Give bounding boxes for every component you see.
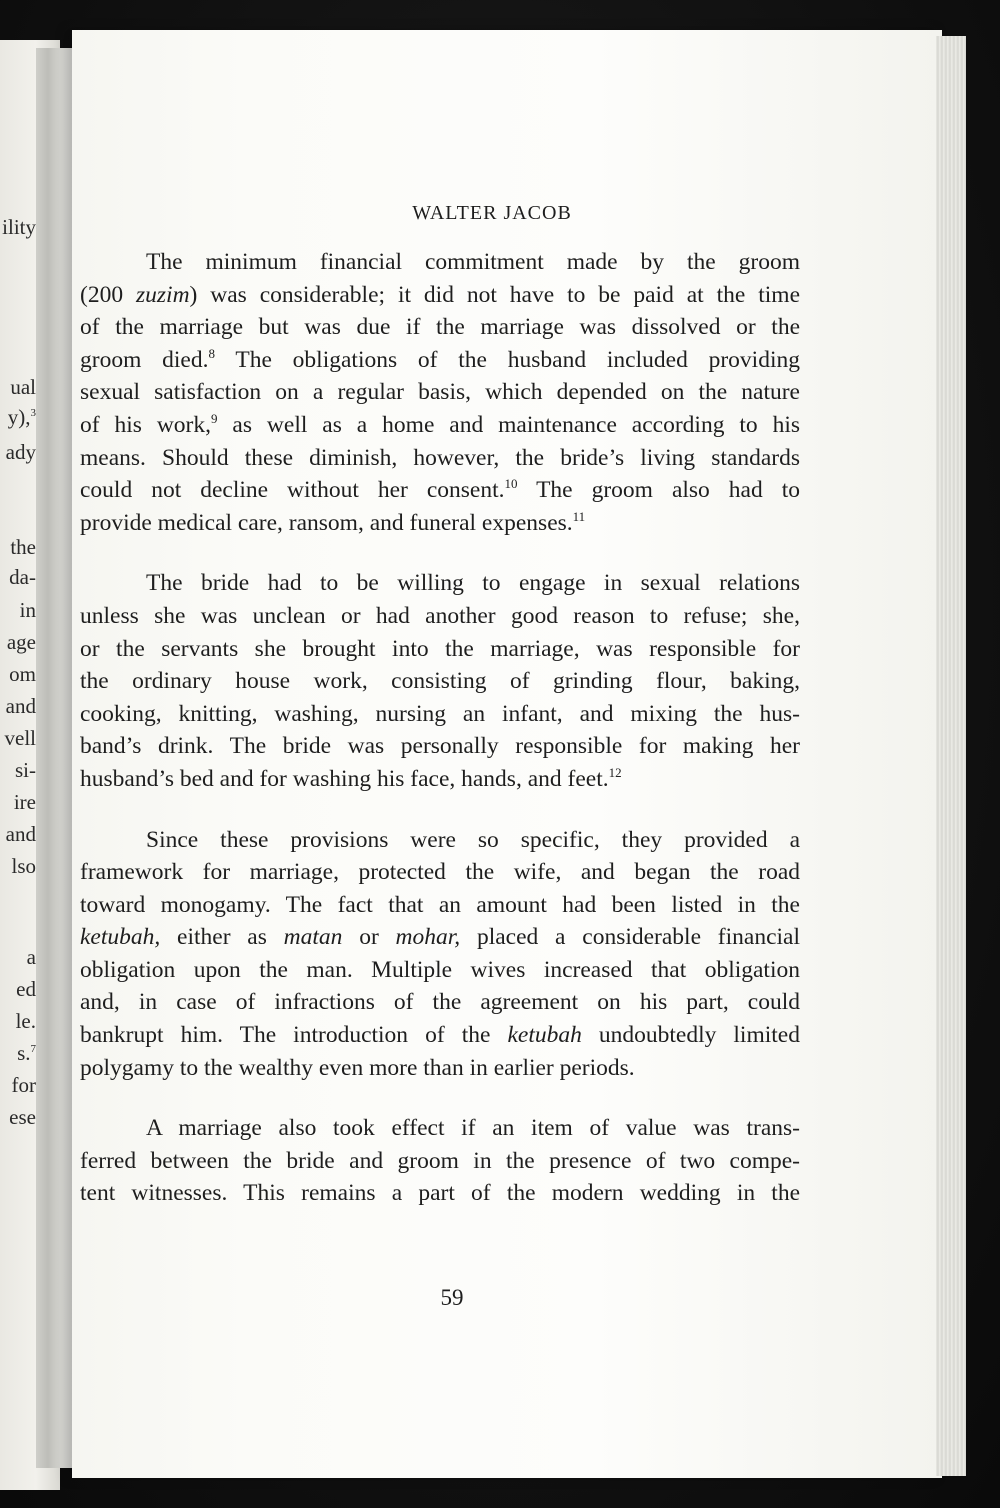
facing-page-fragment (11, 854, 36, 879)
footnote-marker: 8 (208, 345, 215, 361)
facing-page-fragment (20, 598, 36, 623)
fragment-text: ual (10, 375, 36, 399)
text-line: Since these provisions were so specific, they provided a (146, 826, 800, 853)
fragment-text: in (19, 598, 36, 622)
paragraph (80, 824, 800, 1085)
text-line: toward monogamy. The fact that an amount had been listed in the (80, 891, 800, 918)
facing-page-fragment (15, 758, 36, 783)
facing-page-fragment (8, 405, 36, 430)
facing-page-fragment (6, 440, 36, 465)
footnote-marker: 12 (608, 764, 622, 780)
facing-page-fragment (16, 1009, 36, 1034)
fragment-text: age (6, 630, 36, 654)
fragment-text: vell (4, 726, 36, 750)
italic-term: matan (283, 924, 343, 951)
text-line: the ordinary house work, consisting of grinding flour, baking, (80, 668, 800, 695)
facing-page-fragment (7, 630, 36, 655)
fragment-footnote-marker: 3 (30, 407, 36, 419)
fragment-text: and (5, 694, 36, 718)
text-line: band’s drink. The bride was personally responsible for making her (80, 733, 800, 760)
text-line: (200 zuzim) was considerable; it did not have to be paid at the time (80, 281, 800, 308)
facing-page-fragment (14, 790, 36, 815)
footnote-marker: 10 (504, 476, 518, 492)
text-line: The bride had to be willing to engage in sexual relations (146, 570, 800, 597)
fragment-text: le. (15, 1009, 36, 1033)
italic-term: zuzim (136, 281, 190, 308)
fragment-text: ese (9, 1105, 36, 1129)
facing-page-fragment (27, 945, 36, 970)
italic-term: mohar, (395, 924, 461, 951)
running-head: WALTER JACOB (412, 202, 572, 224)
footnote-marker: 9 (211, 410, 218, 426)
fragment-text: y), (7, 405, 31, 429)
page-stack-right (936, 36, 966, 1476)
book-page (72, 30, 942, 1478)
fragment-text: si- (15, 758, 36, 782)
text-line: bankrupt him. The introduction of the ketubah undoubtedly limited (80, 1022, 800, 1049)
text-line: means. Should these diminish, however, the bride’s living standards (80, 444, 800, 471)
page-stack-left (36, 48, 76, 1468)
text-line: sexual satisfaction on a regular basis, which depended on the nature (80, 379, 800, 406)
footnote-marker: 11 (572, 508, 586, 524)
text-line: cooking, knitting, washing, nursing an infant, and mixing the hus- (80, 700, 800, 727)
text-line: of his work,$^9$ as well as a home and maintenance according to his (80, 410, 800, 438)
facing-page-fragment (6, 822, 36, 847)
text-line: could not decline without her consent.$^{10}$ The groom also had to (80, 476, 800, 504)
fragment-text: lso (11, 854, 36, 878)
fragment-text: the (10, 535, 36, 559)
paragraph (80, 567, 800, 795)
text-line: framework for marriage, protected the wife, and began the road (80, 859, 800, 886)
italic-term: ketubah (507, 1022, 582, 1049)
fragment-text: ed (16, 977, 36, 1001)
text-line: obligation upon the man. Multiple wives increased that obligation (80, 956, 800, 983)
text-line: The minimum financial commitment made by the groom (146, 249, 800, 275)
text-line: and, in case of infractions of the agreement on his part, could (80, 989, 800, 1016)
facing-page-fragment (5, 726, 37, 751)
fragment-text: da- (9, 565, 36, 589)
text-line: provide medical care, ransom, and funeral expenses.$^{11}$ (80, 508, 586, 536)
page-number: 59 (440, 1285, 464, 1310)
text-line: A marriage also took effect if an item of value was trans- (146, 1115, 800, 1142)
fragment-text: om (9, 662, 36, 686)
facing-page-fragment (9, 662, 36, 687)
facing-page-fragment (9, 1105, 36, 1130)
paragraph (80, 246, 800, 539)
facing-page-fragment (10, 535, 36, 560)
paragraph (80, 1112, 800, 1210)
facing-page-fragment (16, 977, 36, 1002)
italic-term: ketubah, (80, 924, 161, 951)
facing-page-fragment (10, 375, 36, 400)
facing-page-fragment (12, 1073, 37, 1098)
text-line: groom died.$^8$ The obligations of the husband included providing (80, 345, 800, 373)
text-line: ketubah, either as matan or mohar, placed a considerable financial (80, 924, 800, 951)
text-line: polygamy to the wealthy even more than in earlier periods. (80, 1054, 635, 1081)
body-text (80, 246, 800, 1238)
fragment-text: and (5, 822, 36, 846)
text-line: tent witnesses. This remains a part of the modern wedding in the (80, 1180, 800, 1207)
fragment-text: ility (2, 215, 36, 239)
fragment-text: a (26, 945, 36, 969)
text-line: ferred between the bride and groom in the presence of two compe- (80, 1147, 800, 1174)
facing-page-fragment (6, 694, 36, 719)
fragment-text: ire (13, 790, 36, 814)
facing-page-fragment (2, 215, 36, 240)
facing-page-fragment (9, 565, 36, 590)
fragment-footnote-marker: 7 (30, 1043, 36, 1055)
fragment-text: for (11, 1073, 36, 1097)
fragment-text: s. (17, 1041, 31, 1065)
text-line: of the marriage but was due if the marriage was dissolved or the (80, 314, 800, 341)
text-line: unless she was unclean or had another good reason to refuse; she, (80, 602, 800, 629)
text-line: husband’s bed and for washing his face, hands, and feet.$^{12}$ (80, 764, 622, 792)
facing-page-fragment (17, 1041, 36, 1066)
text-line: or the servants she brought into the marriage, was responsible for (80, 635, 800, 662)
fragment-text: ady (5, 440, 36, 464)
